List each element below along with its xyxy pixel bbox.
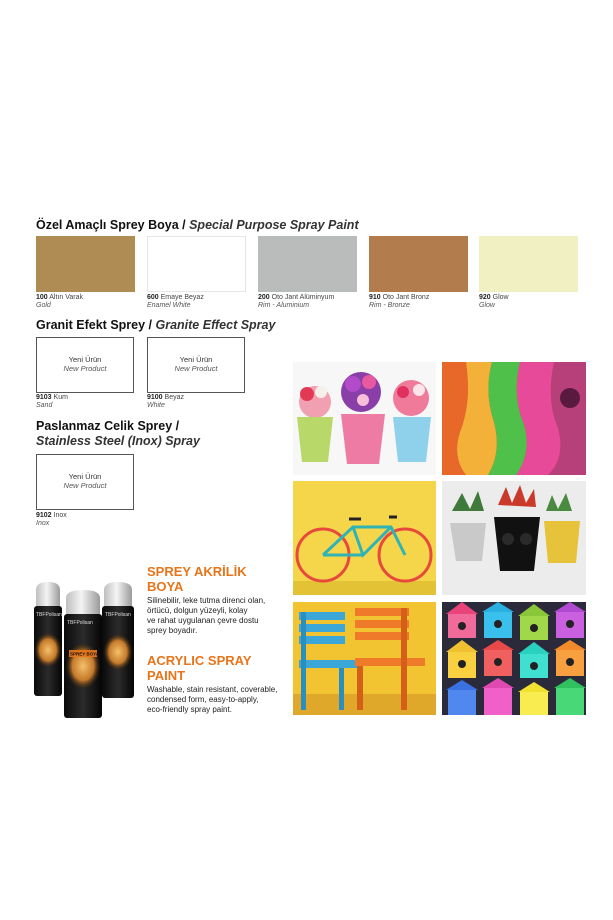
promo-text-line: Washable, stain resistant, coverable, xyxy=(147,685,278,694)
photo-bicycle xyxy=(293,481,436,595)
swatch-caption xyxy=(479,294,509,310)
name-tr: Kum xyxy=(53,394,68,401)
color-swatch xyxy=(258,236,357,292)
title-en: Granite Effect Spray xyxy=(155,318,276,332)
caption-sand xyxy=(36,394,68,410)
color-swatch xyxy=(36,236,135,292)
name-en: Sand xyxy=(36,402,53,409)
label-text-front: SPREY BOYA xyxy=(70,651,100,657)
promo-text-line: condensed form, easy-to-apply, xyxy=(147,695,259,704)
product-box-white xyxy=(147,337,245,393)
swatch-caption xyxy=(369,294,429,310)
name-tr: Oto Jant Alüminyum xyxy=(271,294,335,301)
new-product-en: New Product xyxy=(63,481,107,490)
promo-text-line: eco-friendly spray paint. xyxy=(147,705,232,714)
promo-text-line: örtücü, dolgun yüzeyli, kolay xyxy=(147,606,248,615)
title-tr: Paslanmaz Celik Sprey / xyxy=(36,419,180,433)
photo-birdhouses xyxy=(442,602,586,715)
swatch-caption xyxy=(147,294,204,310)
swatch-caption xyxy=(258,294,334,310)
photo-flower-pots xyxy=(293,362,436,475)
code: 100 xyxy=(36,294,48,301)
color-swatch xyxy=(147,236,246,292)
code: 600 xyxy=(147,294,159,301)
color-swatch xyxy=(479,236,578,292)
spray-cans-image xyxy=(28,580,143,720)
brand-text-left: TBFPolisan xyxy=(36,612,62,618)
new-product-tr: Yeni Ürün xyxy=(179,355,213,364)
title-tr: Granit Efekt Sprey / xyxy=(36,318,153,332)
name-tr: Emaye Beyaz xyxy=(160,294,204,301)
promo-text-en xyxy=(147,685,277,715)
name-en: Enamel White xyxy=(147,302,191,309)
promo-title-tr-line2: BOYA xyxy=(147,579,184,594)
code: 9103 xyxy=(36,394,52,401)
name-en: Glow xyxy=(479,302,495,309)
promo-title-en xyxy=(147,653,252,683)
photo-guitars xyxy=(442,362,586,475)
product-box-sand xyxy=(36,337,134,393)
new-product-en: New Product xyxy=(174,364,218,373)
promo-text-line: Silinebilir, leke tutma direnci olan, xyxy=(147,596,266,605)
spray-can-back-right xyxy=(102,582,134,698)
granite-title xyxy=(36,318,275,332)
name-tr: Altın Varak xyxy=(49,294,83,301)
photo-skull-planters xyxy=(442,481,586,595)
promo-title-en-line2: PAINT xyxy=(147,668,186,683)
caption-white xyxy=(147,394,184,410)
new-product-tr: Yeni Ürün xyxy=(68,355,102,364)
brand-text-front: TBFPolisan xyxy=(67,620,93,626)
inox-title xyxy=(36,419,200,450)
name-tr: Beyaz xyxy=(164,394,184,401)
new-product-en: New Product xyxy=(63,364,107,373)
promo-text-tr xyxy=(147,596,265,636)
title-tr: Özel Amaçlı Sprey Boya / xyxy=(36,218,186,232)
new-product-tr: Yeni Ürün xyxy=(68,472,102,481)
name-en: Gold xyxy=(36,302,51,309)
promo-title-tr xyxy=(147,564,247,594)
product-box-inox xyxy=(36,454,134,510)
name-tr: Inox xyxy=(53,512,67,519)
promo-title-tr-line1: SPREY AKRİLİK xyxy=(147,564,247,579)
code: 920 xyxy=(479,294,491,301)
code: 9100 xyxy=(147,394,163,401)
promo-text-line: sprey boyadır. xyxy=(147,626,198,635)
promo-title-en-line1: ACRYLIC SPRAY xyxy=(147,653,252,668)
special-purpose-title xyxy=(36,218,359,232)
code: 200 xyxy=(258,294,270,301)
swatch-caption xyxy=(36,294,83,310)
spray-can-back-left xyxy=(34,582,62,696)
caption-inox xyxy=(36,512,67,528)
brand-text-right: TBFPolisan xyxy=(105,612,131,618)
name-en: White xyxy=(147,402,165,409)
title-en: Special Purpose Spray Paint xyxy=(189,218,359,232)
code: 910 xyxy=(369,294,381,301)
photo-chairs xyxy=(293,602,436,715)
name-tr: Glow xyxy=(492,294,509,301)
name-en: Rim - Aluminium xyxy=(258,302,310,309)
color-swatch xyxy=(369,236,468,292)
title-en: Stainless Steel (Inox) Spray xyxy=(36,434,200,448)
name-tr: Oto Jant Bronz xyxy=(382,294,430,301)
name-en: Rim - Bronze xyxy=(369,302,410,309)
name-en: Inox xyxy=(36,520,50,527)
code: 9102 xyxy=(36,512,52,519)
promo-text-line: ve rahat uygulanan çevre dostu xyxy=(147,616,259,625)
